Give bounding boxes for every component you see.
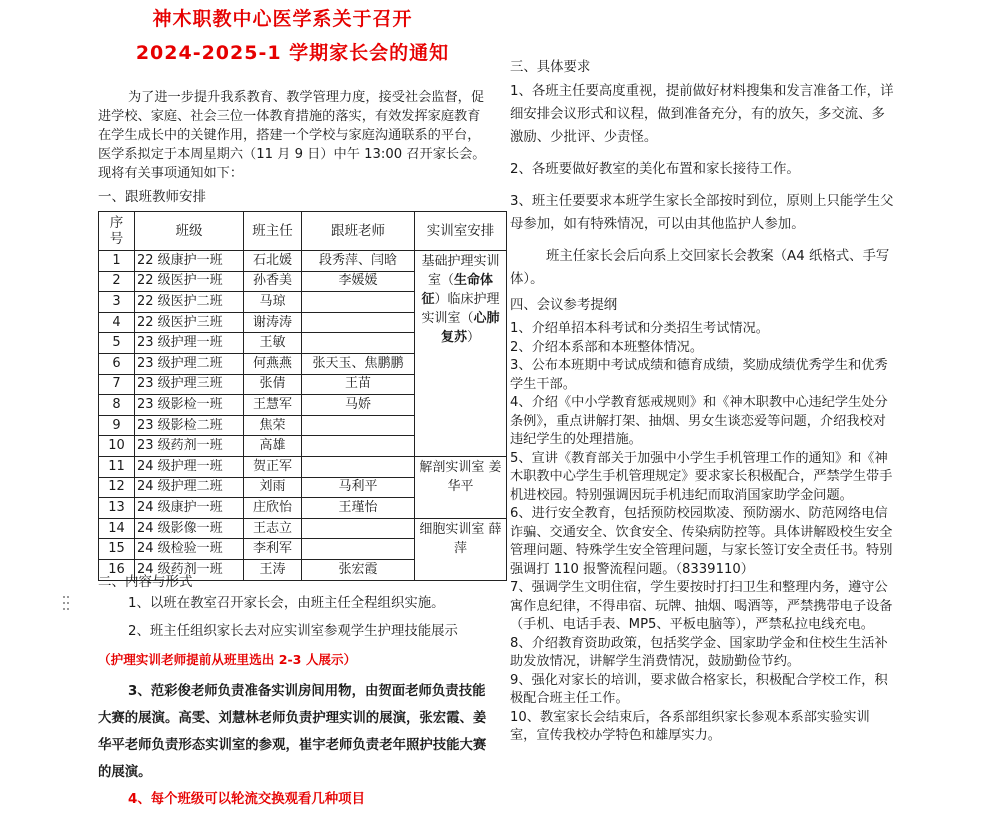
outline-list — [510, 320, 895, 746]
class-name: 24 级康护一班 — [135, 498, 244, 519]
class-name: 23 级护理二班 — [135, 353, 244, 374]
class-name: 22 级医护三班 — [135, 312, 244, 333]
row-number: 16 — [99, 559, 135, 580]
follow-teacher — [302, 333, 415, 354]
head-teacher: 王志立 — [244, 518, 302, 539]
section-4-heading: 四、会议参考提纲 — [510, 298, 618, 313]
head-teacher: 王敏 — [244, 333, 302, 354]
head-teacher: 庄欣怡 — [244, 498, 302, 519]
table-row — [99, 251, 507, 272]
header-head-teacher: 班主任 — [244, 212, 302, 251]
class-name: 24 级护理一班 — [135, 456, 244, 477]
title-line-2: 2024-2025-1 学期家长会的通知 — [135, 42, 450, 64]
class-name: 23 级影检二班 — [135, 415, 244, 436]
outline-item: 4、介绍《中小学教育惩戒规则》和《神木职教中心违纪学生处分条例》，重点讲解打架、抽烟、男女生谈恋爱等问题，介绍我校对违纪学生的处理措施。 — [510, 395, 888, 447]
class-name: 23 级护理一班 — [135, 333, 244, 354]
training-room-text: 基础护理实训室（ — [421, 254, 500, 288]
head-teacher: 马琼 — [244, 292, 302, 313]
teacher-arrangement-table — [98, 211, 507, 581]
head-teacher: 孙香美 — [244, 271, 302, 292]
follow-teacher — [302, 518, 415, 539]
follow-teacher: 李媛媛 — [302, 271, 415, 292]
follow-teacher — [302, 436, 415, 457]
follow-teacher: 马利平 — [302, 477, 415, 498]
follow-teacher: 王瑾怡 — [302, 498, 415, 519]
row-number: 9 — [99, 415, 135, 436]
header-class: 班级 — [135, 212, 244, 251]
intro-paragraph: 为了进一步提升我系教育、教学管理力度，接受社会监督，促进学校、家庭、社会三位一体教育措施的落实，有效发挥家庭教育在学生成长中的关键作用，搭建一个学校与家庭沟通联系的平台，医学系拟定于本周星期六（11 月 9 日）中午 13:00 召开家长会。现将有关事项通知如下： — [98, 90, 486, 181]
header-training-room: 实训室安排 — [415, 212, 507, 251]
section-3-heading: 三、具体要求 — [510, 60, 591, 75]
class-name: 24 级护理二班 — [135, 477, 244, 498]
content-item-4: 4、每个班级可以轮流交换观看几种项目 — [128, 792, 365, 807]
row-number: 6 — [99, 353, 135, 374]
table-row — [99, 456, 507, 477]
header-follow-teacher: 跟班老师 — [302, 212, 415, 251]
row-number: 7 — [99, 374, 135, 395]
row-number: 15 — [99, 539, 135, 560]
class-name: 23 级药剂一班 — [135, 436, 244, 457]
table-row — [99, 518, 507, 539]
head-teacher: 何燕燕 — [244, 353, 302, 374]
row-number: 2 — [99, 271, 135, 292]
head-teacher: 石北媛 — [244, 251, 302, 272]
class-name: 23 级护理三班 — [135, 374, 244, 395]
row-number: 11 — [99, 456, 135, 477]
class-name: 24 级检验一班 — [135, 539, 244, 560]
row-number: 5 — [99, 333, 135, 354]
training-room-text: ） — [467, 330, 481, 345]
class-name: 22 级医护一班 — [135, 271, 244, 292]
requirement-2: 2、各班要做好教室的美化布置和家长接待工作。 — [510, 162, 800, 177]
training-room-text: 临床护理实训室（ — [421, 292, 500, 326]
follow-teacher: 张天玉、焦鹏鹏 — [302, 353, 415, 374]
requirements-block — [510, 58, 895, 316]
content-item-2-note: （护理实训老师提前从班里选出 2-3 人展示） — [98, 652, 357, 667]
outline-item: 10、教室家长会结束后，各系部组织家长参观本系部实验实训室，宣传我校办学特色和雄厚实力。 — [510, 709, 870, 743]
requirement-4: 班主任家长会后向系上交回家长会教案（A4 纸格式、手写体）。 — [510, 249, 890, 287]
training-room-anatomy: 解剖实训室 姜华平 — [415, 456, 507, 518]
follow-teacher: 段秀萍、闫晗 — [302, 251, 415, 272]
row-number: 3 — [99, 292, 135, 313]
class-name: 24 级影像一班 — [135, 518, 244, 539]
row-number: 8 — [99, 395, 135, 416]
outline-item: 8、介绍教育资助政策，包括奖学金、国家助学金和住校生生活补助发放情况，讲解学生消费情况，鼓励勤俭节约。 — [510, 635, 888, 669]
head-teacher: 高雄 — [244, 436, 302, 457]
outline-item: 1、介绍单招本科考试和分类招生考试情况。 — [510, 321, 769, 336]
outline-item: 7、强调学生文明住宿，学生要按时打扫卫生和整理内务，遵守公寓作息纪律，不得串宿、玩牌、抽烟、喝酒等，严禁携带电子设备（手机、电话手表、MP5、平板电脑等），严禁私拉电线充电。 — [510, 580, 893, 632]
class-name: 24 级药剂一班 — [135, 559, 244, 580]
content-item-1: 1、以班在教室召开家长会，由班主任全程组织实施。 — [128, 596, 445, 611]
row-number: 10 — [99, 436, 135, 457]
outline-item: 6、进行安全教育，包括预防校园欺凌、预防溺水、防范网络电信诈骗、交通安全、饮食安全、传染病防控等。具体讲解殴校生安全管理问题、特殊学生安全管理问题，与家长签订安全责任书。特别强调打 110 报警流程问题。（8339110） — [510, 506, 893, 577]
section-1-heading: 一、跟班教师安排 — [98, 189, 206, 205]
title-line-1: 神木职教中心医学系关于召开 — [152, 8, 413, 30]
outline-item: 5、宣讲《教育部关于加强中小学生手机管理工作的通知》和《神木职教中心学生手机管理规定》要求家长积极配合，严禁学生带手机进校园。特别强调因玩手机违纪而取消国家助学金问题。 — [510, 450, 893, 503]
head-teacher: 王涛 — [244, 559, 302, 580]
training-room-cell: 细胞实训室 薛萍 — [415, 518, 507, 580]
requirement-1: 1、各班主任要高度重视，提前做好材料搜集和发言准备工作，详细安排会议形式和议程，做到准备充分，有的放矢，多交流、多激励、少批评、少责怪。 — [510, 84, 894, 145]
outline-item: 9、强化对家长的培训，要求做合格家长，积极配合学校工作，积极配合班主任工作。 — [510, 672, 888, 706]
training-room-text: ） — [434, 292, 448, 307]
class-name: 23 级影检一班 — [135, 395, 244, 416]
row-number: 14 — [99, 518, 135, 539]
head-teacher: 谢涛涛 — [244, 312, 302, 333]
outline-item: 2、介绍本系部和本班整体情况。 — [510, 339, 704, 355]
follow-teacher: 张宏霞 — [302, 559, 415, 580]
header-number: 序号 — [99, 212, 135, 251]
training-room-text: 生命体征 — [421, 273, 494, 307]
row-number: 13 — [99, 498, 135, 519]
follow-teacher — [302, 292, 415, 313]
section-2-heading: 二、内容与形式 — [98, 574, 193, 590]
class-name: 22 级康护一班 — [135, 251, 244, 272]
follow-teacher — [302, 456, 415, 477]
head-teacher: 贺正军 — [244, 456, 302, 477]
head-teacher: 焦荣 — [244, 415, 302, 436]
drag-handle-icon[interactable] — [62, 593, 70, 607]
head-teacher: 张倩 — [244, 374, 302, 395]
row-number: 12 — [99, 477, 135, 498]
follow-teacher — [302, 312, 415, 333]
follow-teacher: 马娇 — [302, 395, 415, 416]
follow-teacher — [302, 539, 415, 560]
requirement-3: 3、班主任要要求本班学生家长全部按时到位，原则上只能学生父母参加，如有特殊情况，可以由其他监护人参加。 — [510, 194, 894, 232]
head-teacher: 王慧军 — [244, 395, 302, 416]
training-room-text: 心肺复苏 — [440, 311, 500, 345]
content-item-2: 2、班主任组织家长去对应实训室参观学生护理技能展示 — [128, 624, 458, 639]
follow-teacher: 王苗 — [302, 374, 415, 395]
training-room-nursing — [415, 251, 507, 457]
content-item-3: 3、范彩俊老师负责准备实训房间用物，由贺面老师负责技能大赛的展演。高雯、刘慧林老师负责护理实训的展演，张宏霞、姜华平老师负责形态实训室的参观，崔宇老师负责老年照护技能大赛的展演。 — [98, 684, 487, 780]
follow-teacher — [302, 415, 415, 436]
class-name: 22 级医护二班 — [135, 292, 244, 313]
row-number: 4 — [99, 312, 135, 333]
head-teacher: 李利军 — [244, 539, 302, 560]
outline-item: 3、公布本班期中考试成绩和德育成绩，奖励成绩优秀学生和优秀学生干部。 — [510, 358, 888, 392]
row-number: 1 — [99, 251, 135, 272]
head-teacher: 刘雨 — [244, 477, 302, 498]
